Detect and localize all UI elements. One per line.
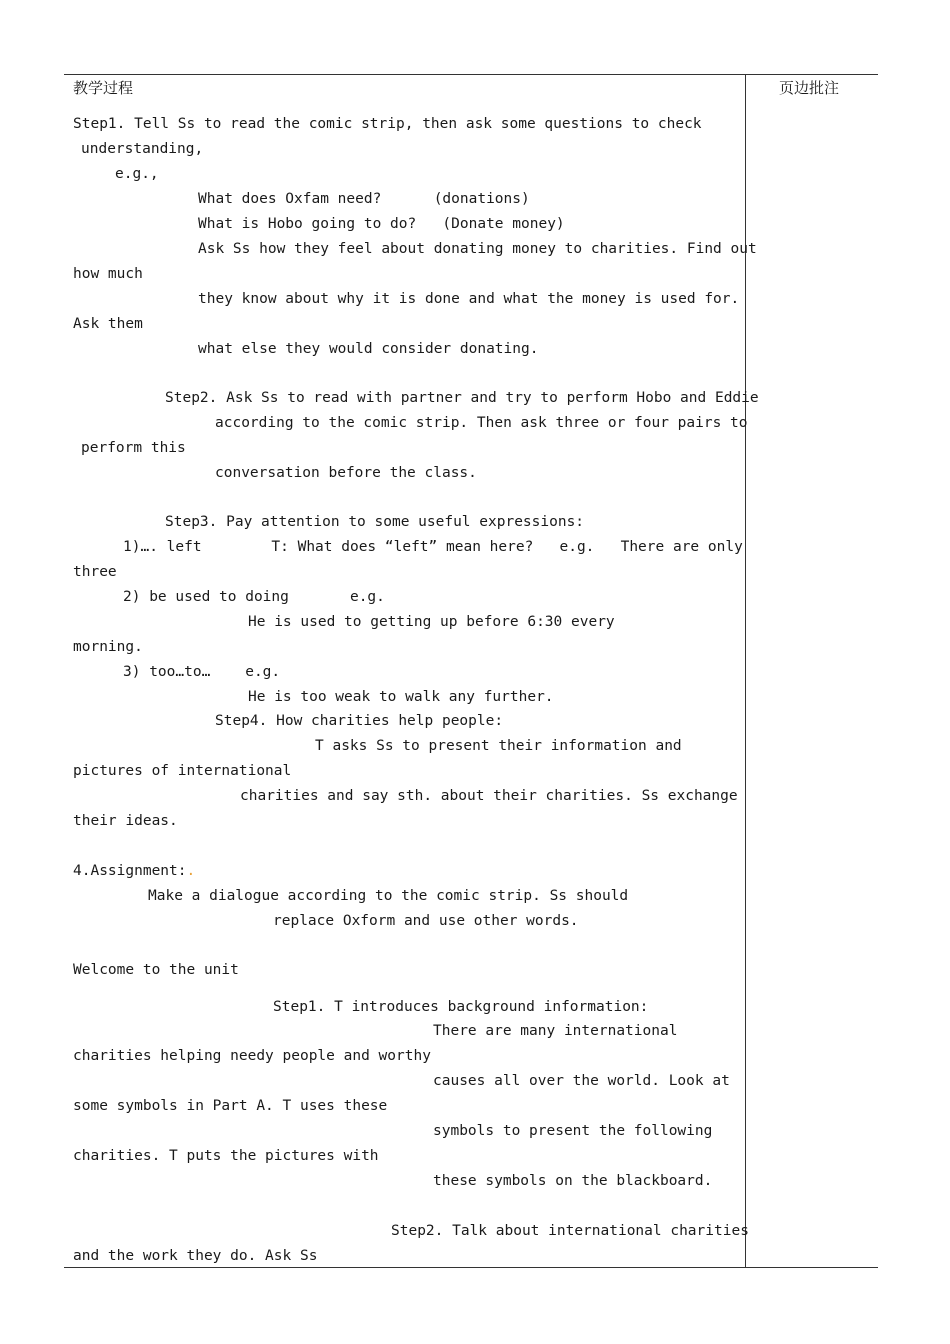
text-line: understanding, [81,141,204,157]
text-line: conversation before the class. [215,465,477,481]
text-line: Step3. Pay attention to some useful expressions: [165,514,585,530]
text-line: There are many international [433,1023,678,1039]
table-top-border [64,74,878,75]
text-line: He is used to getting up before 6:30 every [248,614,615,630]
text-line: Step2. Ask Ss to read with partner and try to perform Hobo and Eddie [165,390,759,406]
margin-notes-header: 页边批注 [779,79,840,97]
text-line: three [73,564,117,580]
text-line: 3) too…to… e.g. [123,664,281,680]
text-line: charities and say sth. about their charities. Ss exchange [240,788,738,804]
text-line: according to the comic strip. Then ask three or four pairs to [215,415,748,431]
text-line: perform this [81,440,186,456]
text-line: Step2. Talk about international charities [391,1223,749,1239]
text-line: Make a dialogue according to the comic strip. Ss should [148,888,629,904]
text-line: how much [73,266,143,282]
text-line: they know about why it is done and what the money is used for. [198,291,740,307]
text-line: some symbols in Part A. T uses these [73,1098,388,1114]
text-line: Step1. T introduces background information: [273,999,649,1015]
text-line: charities helping needy people and worthy [73,1048,431,1064]
text-line: these symbols on the blackboard. [433,1173,713,1189]
assignment-label: 4.Assignment: [73,863,187,879]
highlight-mark: . [186,863,196,879]
text-line: e.g., [115,166,159,182]
text-line: Welcome to the unit [73,962,239,978]
text-line: morning. [73,639,143,655]
text-line: causes all over the world. Look at [433,1073,730,1089]
text-line: Ask Ss how they feel about donating money to charities. Find out [198,241,757,257]
text-line: charities. T puts the pictures with [73,1148,379,1164]
text-line: What does Oxfam need? (donations) [198,191,530,207]
teaching-process-header: 教学过程 [73,79,134,97]
text-line: 1)…. left T: What does “left” mean here? e.g. There are only [123,539,743,555]
text-line: He is too weak to walk any further. [248,689,554,705]
text-line: their ideas. [73,813,178,829]
text-line: and the work they do. Ask Ss [73,1248,318,1264]
text-line: pictures of international [73,763,292,779]
assignment-line [73,861,195,881]
text-line: replace Oxform and use other words. [273,913,579,929]
text-line: What is Hobo going to do? (Donate money) [198,216,565,232]
text-line: symbols to present the following [433,1123,713,1139]
table-bottom-border [64,1267,878,1268]
text-line: 2) be used to doing e.g. [123,589,385,605]
text-line: T asks Ss to present their information and [315,738,682,754]
text-line: Ask them [73,316,143,332]
text-line: Step4. How charities help people: [215,713,504,729]
text-line: what else they would consider donating. [198,341,539,357]
text-line: Step1. Tell Ss to read the comic strip, then ask some questions to check [73,116,702,132]
